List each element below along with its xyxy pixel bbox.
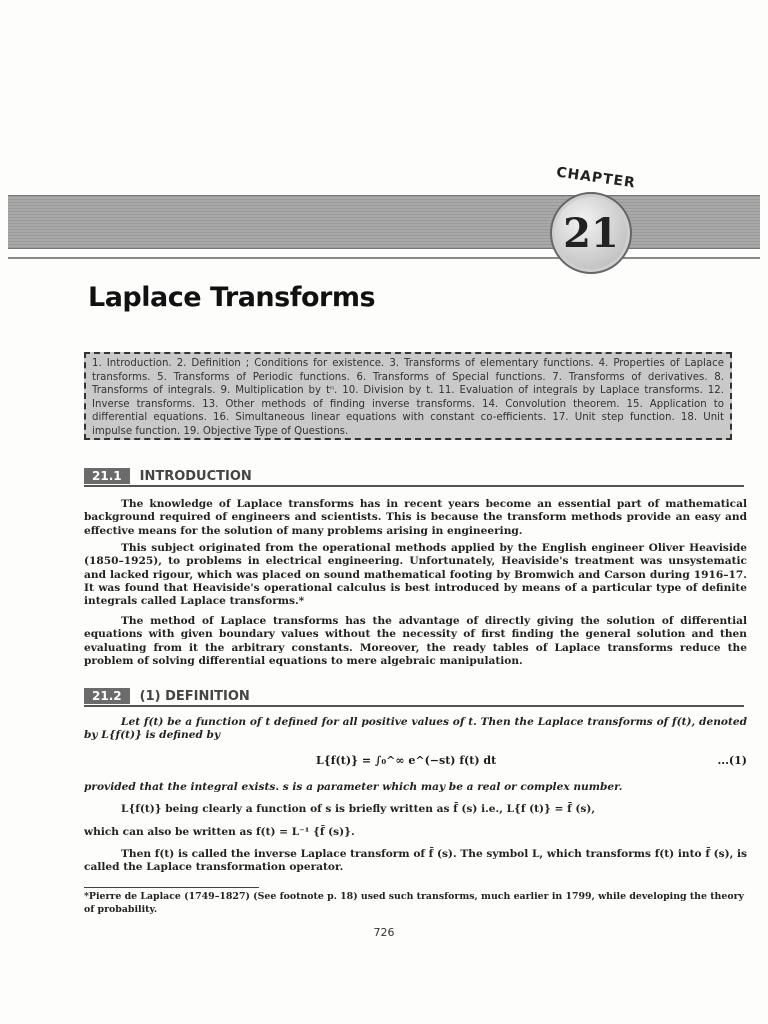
intro-paragraph-3: The method of Laplace transforms has the advantage of directly giving the solution of differential equations with given boundary values without the necessity of first finding the general solution and then evaluating from it the arbitrary constants. Moreover, the ready tables of Laplace transforms reduce the problem of solving differential equations to mere algebraic manipulation. xyxy=(84,615,747,667)
definition-line-4: Then f(t) is called the inverse Laplace transform of f̄ (s). The symbol L, which transforms f(t) into f̄ (s), is called the Laplace transformation operator. xyxy=(84,848,747,874)
page-number: 726 xyxy=(373,926,395,939)
equation-number: ...(1) xyxy=(717,754,747,767)
section-title: INTRODUCTION xyxy=(139,468,252,484)
section-number: 21.2 xyxy=(84,688,130,704)
laplace-formula: L{f(t)} = ∫₀^∞ e^(−st) f(t) dt xyxy=(316,754,497,767)
definition-line-2: L{f(t)} being clearly a function of s is briefly written as f̄ (s) i.e., L{f (t)} = f̄ (s), xyxy=(121,803,596,815)
page-title: Laplace Transforms xyxy=(88,282,376,313)
section-heading-introduction xyxy=(84,468,744,487)
chapter-badge xyxy=(550,192,632,274)
chapter-contents: 1. Introduction. 2. Definition ; Conditions for existence. 3. Transforms of elementary functions. 4. Properties of Laplace transforms. 5. Transforms of Periodic functions. 6. Transforms of Special functions. 7. Transforms of derivatives. 8. Transforms of integrals. 9. Multiplication by tⁿ. 10. Division by t. 11. Evaluation of integrals by Laplace transforms. 12. Inverse transforms. 13. Other methods of finding inverse transforms. 14. Convolution theorem. 15. Application to differential equations. 16. Simultaneous linear equations with constant co-efficients. 17. Unit step function. 18. Unit impulse function. 19. Objective Type of Questions. xyxy=(84,352,732,440)
banner-rule xyxy=(8,257,760,259)
chapter-banner xyxy=(8,195,760,249)
intro-paragraph-1: The knowledge of Laplace transforms has in recent years become an essential part of mathematical background required of engineers and scientists. This is because the transform methods provide an easy and effective means for the solution of many problems arising in engineering. xyxy=(84,498,747,537)
chapter-number: 21 xyxy=(563,209,619,257)
section-title: (1) DEFINITION xyxy=(139,688,250,704)
definition-line-1: provided that the integral exists. s is a parameter which may be a real or complex number. xyxy=(84,781,623,793)
definition-line-3: which can also be written as f(t) = L⁻¹ {f̄ (s)}. xyxy=(84,826,355,838)
section-heading-definition xyxy=(84,688,744,707)
footnote: *Pierre de Laplace (1749–1827) (See footnote p. 18) used such transforms, much earlier in 1799, while developing the theory of probability. xyxy=(84,891,744,915)
definition-paragraph: Let f(t) be a function of t defined for all positive values of t. Then the Laplace transforms of f(t), denoted by L{f(t)} is defined by xyxy=(84,716,747,742)
intro-paragraph-2: This subject originated from the operational methods applied by the English engineer Oliver Heaviside (1850–1925), to problems in electrical engineering. Unfortunately, Heaviside's treatment was unsystematic and lacked rigour, which was placed on sound mathematical footing by Bromwich and Carson during 1916–17. It was found that Heaviside's operational calculus is best introduced by means of a particular type of definite integrals called Laplace transforms.* xyxy=(84,542,747,608)
laplace-formula-row xyxy=(84,754,747,774)
chapter-label: CHAPTER xyxy=(555,164,637,192)
footnote-rule xyxy=(84,887,259,888)
section-number: 21.1 xyxy=(84,468,130,484)
